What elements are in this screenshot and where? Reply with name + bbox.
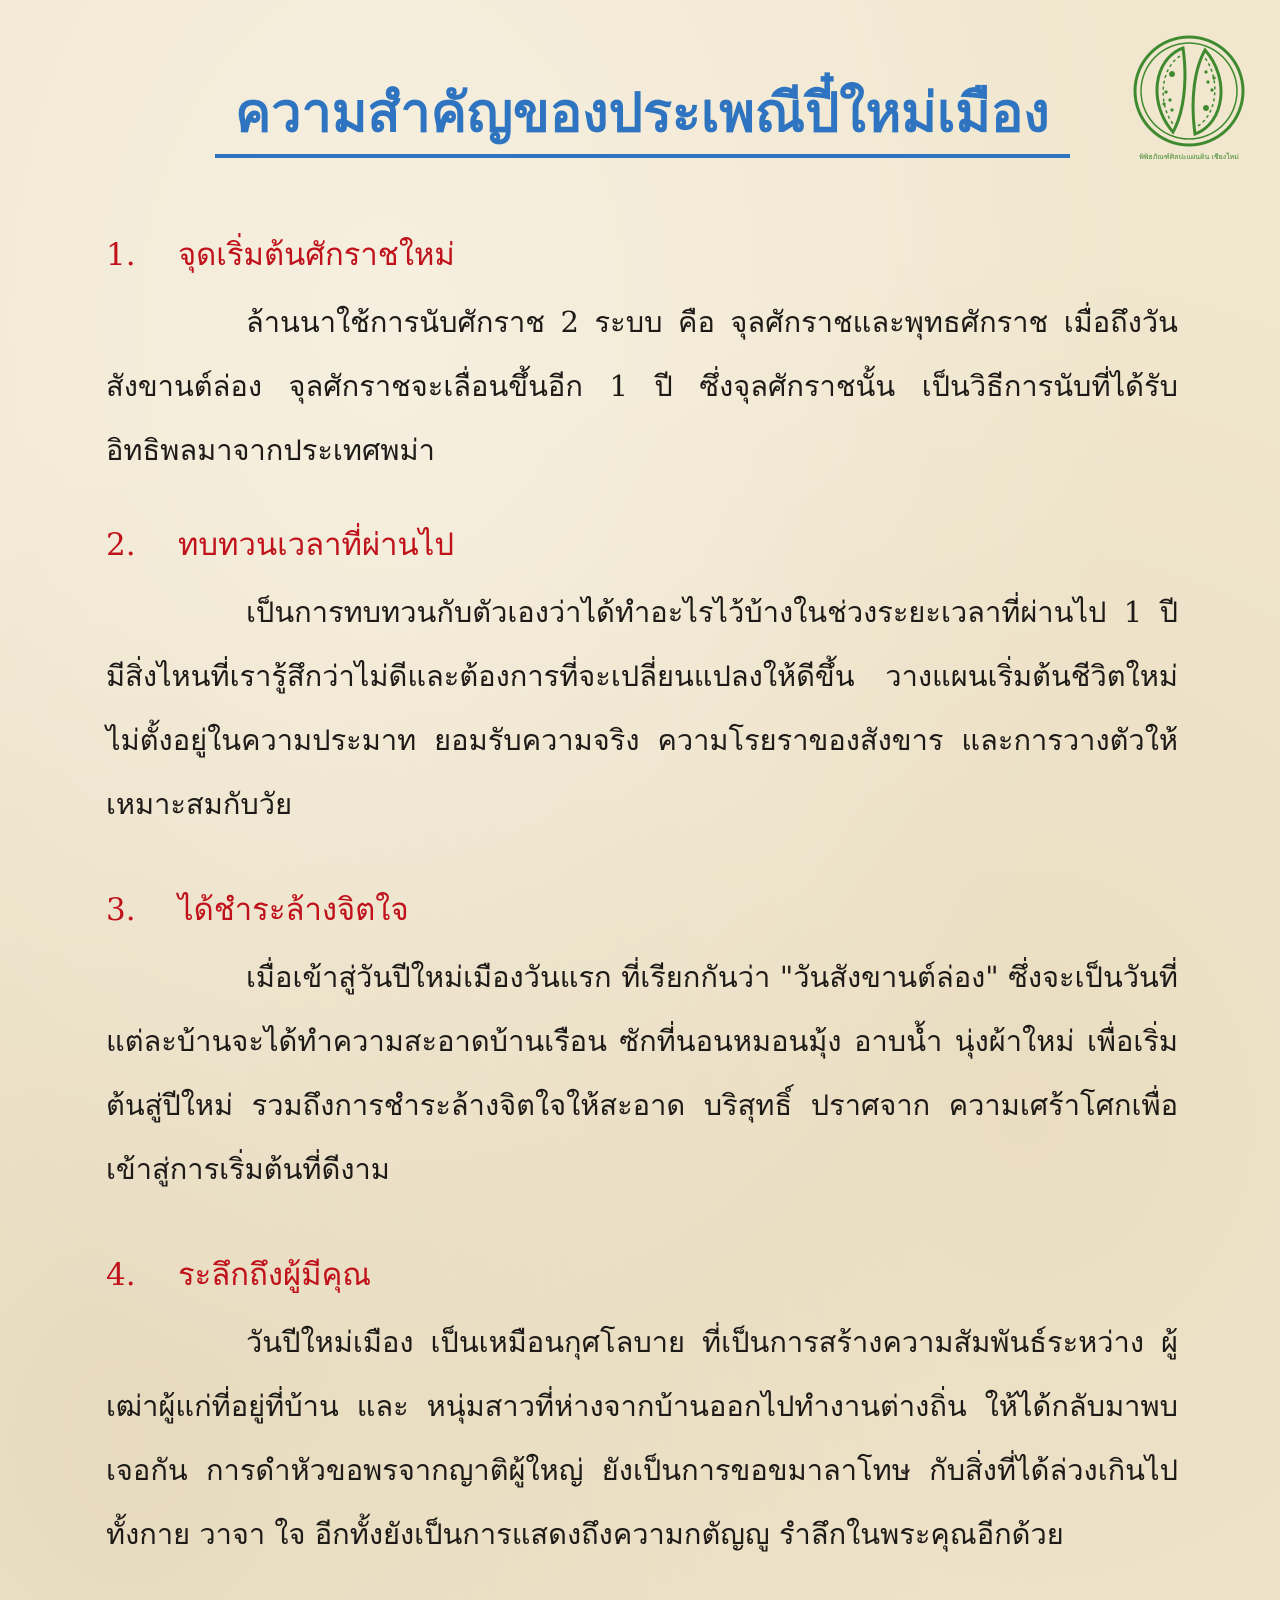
section-2 <box>106 520 1178 836</box>
section-heading-text: ทบทวนเวลาที่ผ่านไป <box>178 527 455 563</box>
section-body: เป็นการทบทวนกับตัวเองว่าได้ทำอะไรไว้บ้างในช่วงระยะเวลาที่ผ่านไป 1 ปี มีสิ่งไหนที่เรารู้สึกว่าไม่ดีและต้องการที่จะเปลี่ยนแปลงให้ดีขึ้น วางแผนเริ่มต้นชีวิตใหม่ ไม่ตั้งอยู่ในความประมาท ยอมรับความจริง ความโรยราของสังขาร และการวางตัวให้เหมาะสมกับวัย <box>106 595 1178 821</box>
section-body: เมื่อเข้าสู่วันปีใหม่เมืองวันแรก ที่เรียกกันว่า "วันสังขานต์ล่อง" ซึ่งจะเป็นวันที่แต่ละบ้านจะได้ทำความสะอาดบ้านเรือน ซักที่นอนหมอนมุ้ง อาบน้ำ นุ่งผ้าใหม่ เพื่อเริ่มต้นสู่ปีใหม่ รวมถึงการชำระล้างจิตใจให้สะอาด บริสุทธิ์ ปราศจาก ความเศร้าโศกเพื่อเข้าสู่การเริ่มต้นที่ดีงาม <box>106 960 1178 1186</box>
museum-logo <box>1128 34 1250 166</box>
section-number: 3. <box>106 892 136 928</box>
logo-caption: พิพิธภัณฑ์ศิลปะแผ่นดิน เชียงใหม่ <box>1139 153 1239 161</box>
section-4 <box>106 1250 1178 1566</box>
section-body: ล้านนาใช้การนับศักราช 2 ระบบ คือ จุลศักราชและพุทธศักราช เมื่อถึงวันสังขานต์ล่อง จุลศักราชจะเลื่อนขึ้นอีก 1 ปี ซึ่งจุลศักราชนั้น เป็นวิธีการนับที่ได้รับอิทธิพลมาจากประเทศพม่า <box>106 305 1178 467</box>
section-heading <box>106 885 1178 935</box>
page-title: ความสำคัญของประเพณีปี๋ใหม่เมือง <box>215 78 1070 158</box>
section-number: 1. <box>106 237 136 273</box>
section-heading <box>106 230 1178 280</box>
section-heading <box>106 520 1178 570</box>
section-heading-text: จุดเริ่มต้นศักราชใหม่ <box>178 237 455 273</box>
section-1 <box>106 230 1178 482</box>
section-body: วันปีใหม่เมือง เป็นเหมือนกุศโลบาย ที่เป็นการสร้างความสัมพันธ์ระหว่าง ผู้เฒ่าผู้แก่ที่อยู่ที่บ้าน และ หนุ่มสาวที่ห่างจากบ้านออกไปทำงานต่างถิ่น ให้ได้กลับมาพบเจอกัน การดำหัวขอพรจากญาติผู้ใหญ่ ยังเป็นการขอขมาลาโทษ กับสิ่งที่ได้ล่วงเกินไปทั้งกาย วาจา ใจ อีกทั้งยังเป็นการแสดงถึงความกตัญญู รำลึกในพระคุณอีกด้วย <box>106 1325 1178 1551</box>
twin-fish-emblem-icon <box>1128 34 1250 152</box>
section-heading-text: ระลึกถึงผู้มีคุณ <box>178 1257 372 1293</box>
section-number: 2. <box>106 527 136 563</box>
section-3 <box>106 885 1178 1201</box>
section-number: 4. <box>106 1257 136 1293</box>
section-heading <box>106 1250 1178 1300</box>
section-heading-text: ได้ชำระล้างจิตใจ <box>178 892 409 928</box>
